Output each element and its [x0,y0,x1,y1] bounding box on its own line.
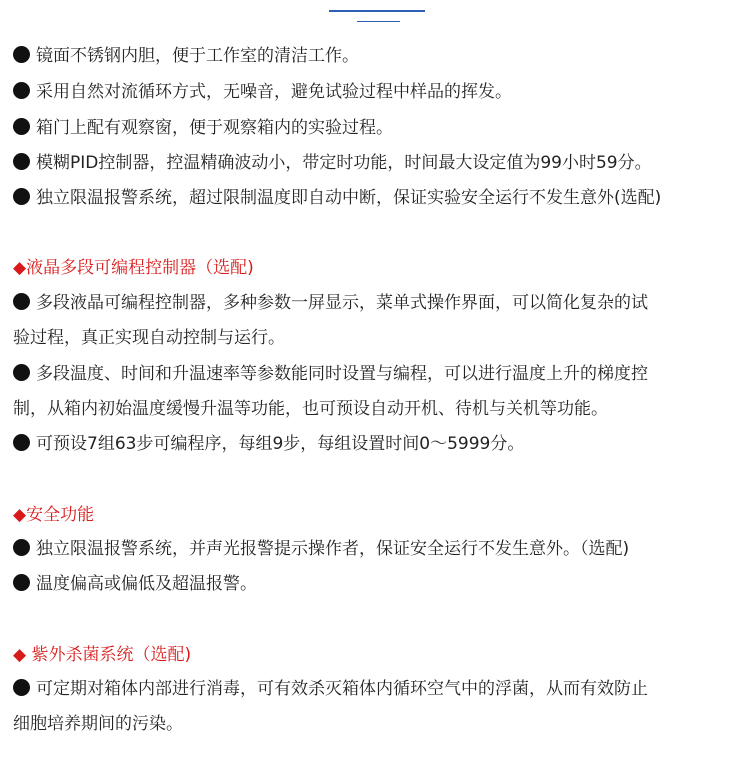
bullet-icon [13,82,30,99]
bullet-icon [13,434,30,451]
lcd-item-1-cont [13,327,285,349]
lcd-text-3: 多段温度、时间和升温速率等参数能同时设置与编程，可以进行温度上升的梯度控 [36,364,648,384]
title-divider-top [329,10,425,12]
uv-item-1 [13,678,648,700]
intro-item-4 [13,152,652,174]
bullet-icon [13,118,30,135]
safety-heading-text: 安全功能 [26,505,95,525]
lcd-text-5: 可预设7组63步可编程序，每组9步，每组设置时间0～5999分。 [36,434,525,454]
intro-text-3: 箱门上配有观察窗，便于观察箱内的实验过程。 [36,118,393,138]
lcd-text-1: 多段液晶可编程控制器，多种参数一屏显示，菜单式操作界面，可以简化复杂的试 [36,293,648,313]
safety-text-1: 独立限温报警系统，并声光报警提示操作者，保证安全运行不发生意外。（选配) [36,539,630,559]
safety-item-2 [13,573,257,595]
uv-heading-text: 紫外杀菌系统（选配) [26,645,192,665]
lcd-item-2-cont [13,398,608,420]
safety-item-1 [13,538,629,560]
intro-text-1: 镜面不锈钢内胆，便于工作室的清洁工作。 [36,46,359,66]
uv-text-1: 可定期对箱体内部进行消毒，可有效杀灭箱体内循环空气中的浮菌，从而有效防止 [36,679,648,699]
uv-section-heading [13,644,191,666]
intro-item-2 [13,81,512,103]
intro-item-1 [13,45,359,67]
title-divider-bottom [357,21,400,22]
diamond-icon: ◆ [13,645,27,665]
bullet-icon [13,574,30,591]
lcd-item-1 [13,292,648,314]
bullet-icon [13,539,30,556]
lcd-item-3 [13,433,524,455]
intro-item-5 [13,187,661,209]
diamond-icon: ◆ [13,505,27,525]
bullet-icon [13,364,30,381]
safety-section-heading [13,504,94,526]
diamond-icon: ◆ [13,258,27,278]
intro-text-2: 采用自然对流循环方式，无噪音，避免试验过程中样品的挥发。 [36,82,512,102]
intro-text-5: 独立限温报警系统，超过限制温度即自动中断，保证实验安全运行不发生意外(选配) [36,188,662,208]
lcd-heading-text: 液晶多段可编程控制器（选配) [26,258,254,278]
uv-item-1-cont [13,713,183,735]
intro-item-3 [13,117,393,139]
intro-text-4: 模糊PID控制器，控温精确波动小，带定时功能，时间最大设定值为99小时59分。 [36,153,652,173]
lcd-section-heading [13,257,254,279]
uv-text-2: 细胞培养期间的污染。 [13,714,183,734]
lcd-item-2 [13,363,648,385]
bullet-icon [13,293,30,310]
safety-text-2: 温度偏高或偏低及超温报警。 [36,574,257,594]
bullet-icon [13,679,30,696]
lcd-text-2: 验过程，真正实现自动控制与运行。 [13,328,285,348]
bullet-icon [13,46,30,63]
lcd-text-4: 制，从箱内初始温度缓慢升温等功能，也可预设自动开机、待机与关机等功能。 [13,399,608,419]
bullet-icon [13,153,30,170]
bullet-icon [13,188,30,205]
